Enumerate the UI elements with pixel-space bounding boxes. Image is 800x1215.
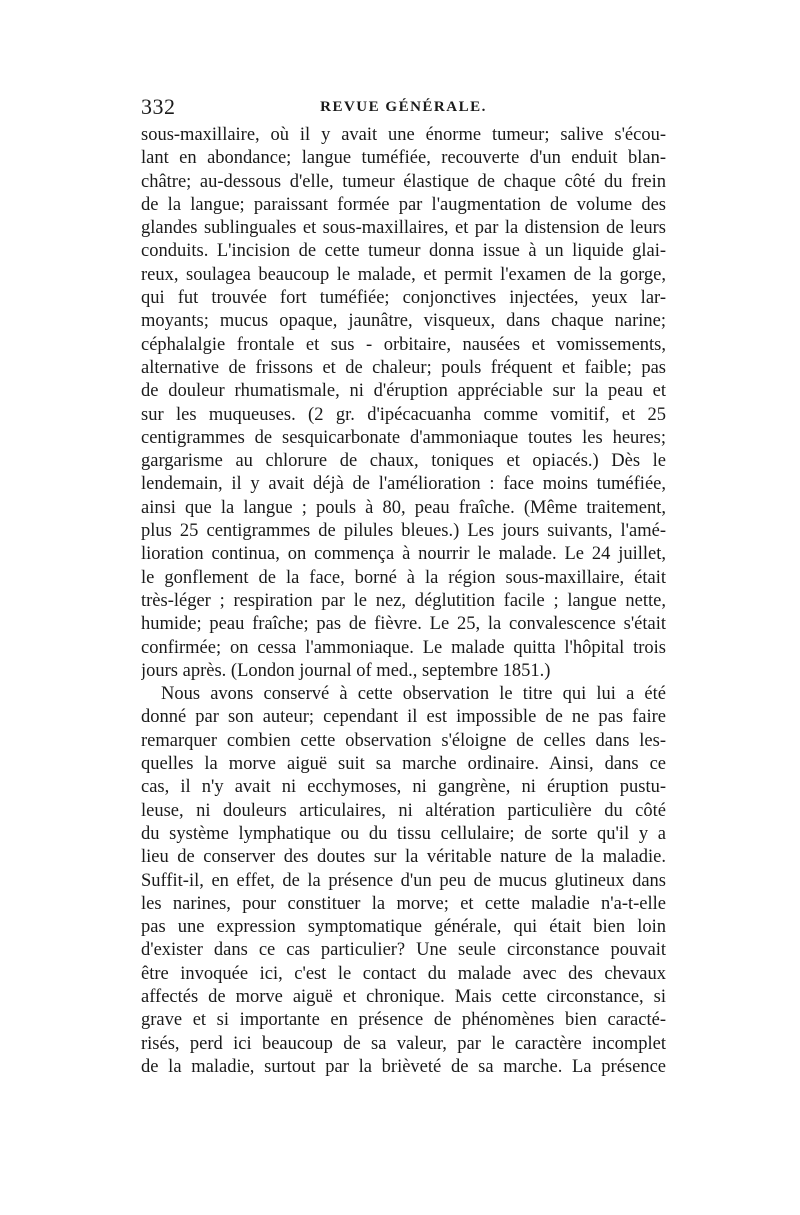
text-line: donné par son auteur; cependant il est impossible de ne pas faire: [141, 707, 666, 728]
text-line: Suffit-il, en effet, de la présence d'un peu de mucus glutineux dans: [141, 870, 666, 891]
text-line: cas, il n'y avait ni ecchymoses, ni gangrène, ni éruption pustu-: [141, 777, 666, 798]
text-line: très-léger ; respiration par le nez, déglutition facile ; langue nette,: [141, 590, 666, 611]
paragraph-start-line: Nous avons conservé à cette observation le titre qui lui a été: [161, 684, 666, 705]
text-line: remarquer combien cette observation s'éloigne de celles dans les-: [141, 730, 666, 751]
text-line: d'exister dans ce cas particulier? Une seule circonstance pouvait: [141, 940, 666, 961]
text-line: sur les muqueuses. (2 gr. d'ipécacuanha comme vomitif, et 25: [141, 404, 666, 425]
text-line: céphalalgie frontale et sus - orbitaire, nausées et vomissements,: [141, 334, 666, 355]
running-head: REVUE GÉNÉRALE.: [320, 99, 487, 115]
text-line: de la maladie, surtout par la brièveté de sa marche. La présence: [141, 1056, 666, 1077]
text-line: pas une expression symptomatique générale, qui était bien loin: [141, 917, 666, 938]
text-line: affectés de morve aiguë et chronique. Mais cette circonstance, si: [141, 986, 666, 1007]
body-text: [141, 124, 666, 1079]
text-line: grave et si importante en présence de phénomènes bien caracté-: [141, 1010, 666, 1031]
text-line: du système lymphatique ou du tissu cellulaire; de sorte qu'il y a: [141, 823, 666, 844]
text-line: confirmée; on cessa l'ammoniaque. Le malade quitta l'hôpital trois: [141, 637, 666, 658]
text-line: ainsi que la langue ; pouls à 80, peau fraîche. (Même traitement,: [141, 497, 666, 518]
text-line: conduits. L'incision de cette tumeur donna issue à un liquide glai-: [141, 241, 666, 262]
text-line: sous-maxillaire, où il y avait une énorme tumeur; salive s'écou-: [141, 125, 666, 145]
text-line: reux, soulagea beaucoup le malade, et permit l'examen de la gorge,: [141, 264, 666, 285]
text-line: jours après. (London journal of med., septembre 1851.): [141, 660, 551, 681]
text-line: moyants; mucus opaque, jaunâtre, visqueux, dans chaque narine;: [141, 311, 666, 332]
text-line: glandes sublinguales et sous-maxillaires, et par la distension de leurs: [141, 218, 666, 239]
text-line: lieu de conserver des doutes sur la véritable nature de la maladie.: [141, 847, 666, 868]
page-number: 332: [141, 94, 176, 119]
text-line: lant en abondance; langue tuméfiée, recouverte d'un enduit blan-: [141, 148, 666, 169]
text-line: qui fut trouvée fort tuméfiée; conjonctives injectées, yeux lar-: [141, 288, 666, 309]
text-line: de douleur rhumatismale, ni d'éruption appréciable sur la peau et: [141, 381, 666, 402]
text-line: les narines, pour constituer la morve; et cette maladie n'a-t-elle: [141, 893, 666, 914]
text-line: risés, perd ici beaucoup de sa valeur, par le caractère incomplet: [141, 1033, 666, 1054]
text-line: être invoquée ici, c'est le contact du malade avec des chevaux: [141, 963, 666, 984]
text-line: leuse, ni douleurs articulaires, ni altération particulière du côté: [141, 800, 666, 821]
text-line: plus 25 centigrammes de pilules bleues.) Les jours suivants, l'amé-: [141, 521, 666, 542]
text-line: alternative de frissons et de chaleur; pouls fréquent et faible; pas: [141, 357, 666, 378]
text-line: quelles la morve aiguë suit sa marche ordinaire. Ainsi, dans ce: [141, 754, 666, 775]
text-line: gargarisme au chlorure de chaux, toniques et opiacés.) Dès le: [141, 451, 666, 472]
text-line: de la langue; paraissant formée par l'augmentation de volume des: [141, 194, 666, 215]
text-line: centigrammes de sesquicarbonate d'ammoniaque toutes les heures;: [141, 427, 666, 448]
page-header: [141, 94, 666, 124]
text-line: châtre; au-dessous d'elle, tumeur élastique de chaque côté du frein: [141, 171, 666, 192]
text-line: lendemain, il y avait déjà de l'amélioration : face moins tuméfiée,: [141, 474, 666, 495]
text-line: humide; peau fraîche; pas de fièvre. Le 25, la convalescence s'était: [141, 614, 666, 635]
text-line: lioration continua, on commença à nourrir le malade. Le 24 juillet,: [141, 544, 666, 565]
text-line: le gonflement de la face, borné à la région sous-maxillaire, était: [141, 567, 666, 588]
